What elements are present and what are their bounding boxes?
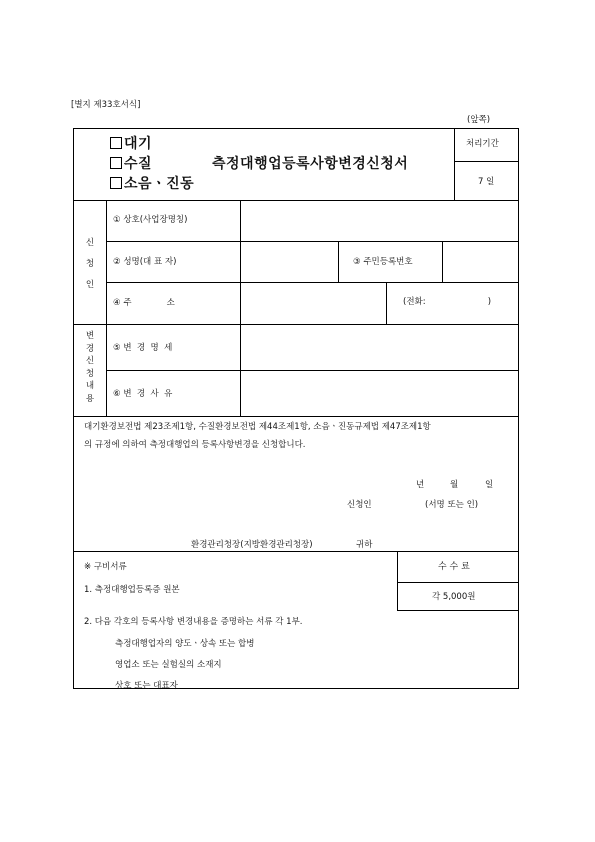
row-divider: [73, 551, 519, 552]
signer-label: 신청인: [347, 500, 372, 510]
applicant-side-label: 신청인: [85, 238, 95, 290]
checkbox-noise[interactable]: 소음ㆍ진동: [110, 177, 194, 191]
resident-number-label: ③ 주민등록번호: [353, 257, 413, 267]
documents-subitem: 측정대행업자의 양도ㆍ상속 또는 합병: [115, 639, 255, 649]
form-title: 측정대행업등록사항변경신청서: [212, 156, 409, 172]
row-divider: [73, 324, 519, 325]
sign-note: (서명 또는 인): [425, 500, 479, 510]
business-name-label: ① 상호(사업장명칭): [113, 215, 188, 225]
row-divider: [106, 282, 519, 283]
form-number: [별지 제33호서식]: [71, 100, 141, 110]
checkbox-icon[interactable]: [110, 137, 122, 149]
row-divider: [106, 370, 519, 371]
change-reason-label: ⑥ 변 경 사 유: [113, 389, 173, 399]
business-name-field[interactable]: [242, 202, 517, 240]
fee-divider: [397, 551, 398, 611]
period-divider: [454, 161, 519, 162]
page-side-label: (앞쪽): [467, 115, 491, 125]
statement-line-2: 의 규정에 의하여 측정대행업의 등록사항변경을 신청합니다.: [84, 440, 306, 450]
phone-field[interactable]: (전화: ): [403, 297, 492, 307]
documents-subitem: 상호 또는 대표자: [115, 681, 178, 691]
checkbox-air[interactable]: 대기: [110, 137, 152, 151]
cell-divider: [386, 282, 387, 324]
row-divider: [73, 416, 519, 417]
processing-period-value: 7 일: [478, 177, 495, 187]
representative-label: ② 성명(대 표 자): [113, 257, 177, 267]
date-day: 일: [485, 480, 494, 490]
change-side-label: 변경신청내용: [85, 331, 95, 404]
fee-label: 수 수 료: [438, 562, 470, 572]
statement-line-1: 대기환경보전법 제23조제1항, 수질환경보전법 제44조제1항, 소음ㆍ진동규제법 제47조제1항: [84, 422, 431, 432]
cell-divider: [338, 241, 339, 282]
fee-divider: [397, 582, 519, 583]
checkbox-icon[interactable]: [110, 157, 122, 169]
date-year: 년: [416, 480, 425, 490]
processing-period-label: 처리기간: [466, 139, 499, 149]
change-details-field[interactable]: [242, 326, 517, 369]
cell-divider: [442, 241, 443, 282]
fee-divider: [397, 610, 519, 611]
address-label: ④ 주 소: [113, 298, 175, 308]
fee-value: 각 5,000원: [432, 592, 476, 602]
documents-item-2: 2. 다음 각호의 등록사항 변경내용을 증명하는 서류 각 1부.: [84, 617, 303, 627]
label-column-divider: [240, 200, 241, 416]
documents-item-1: 1. 측정대행업등록증 원본: [84, 585, 180, 595]
documents-heading: ※ 구비서류: [84, 562, 127, 572]
change-details-label: ⑤ 변 경 명 세: [113, 343, 173, 353]
change-reason-field[interactable]: [242, 372, 517, 415]
representative-field[interactable]: [242, 243, 336, 281]
documents-subitem: 영업소 또는 실험실의 소재지: [115, 660, 222, 670]
addressee-suffix: 귀하: [356, 540, 373, 550]
title-divider: [454, 128, 455, 200]
resident-number-field[interactable]: [444, 243, 517, 281]
addressee: 환경관리청장(지방환경관리청장): [191, 540, 313, 550]
row-divider: [73, 200, 519, 201]
checkbox-icon[interactable]: [110, 177, 122, 189]
address-field[interactable]: [242, 284, 384, 322]
date-month: 월: [450, 480, 459, 490]
row-divider: [106, 241, 519, 242]
checkbox-water[interactable]: 수질: [110, 157, 152, 171]
